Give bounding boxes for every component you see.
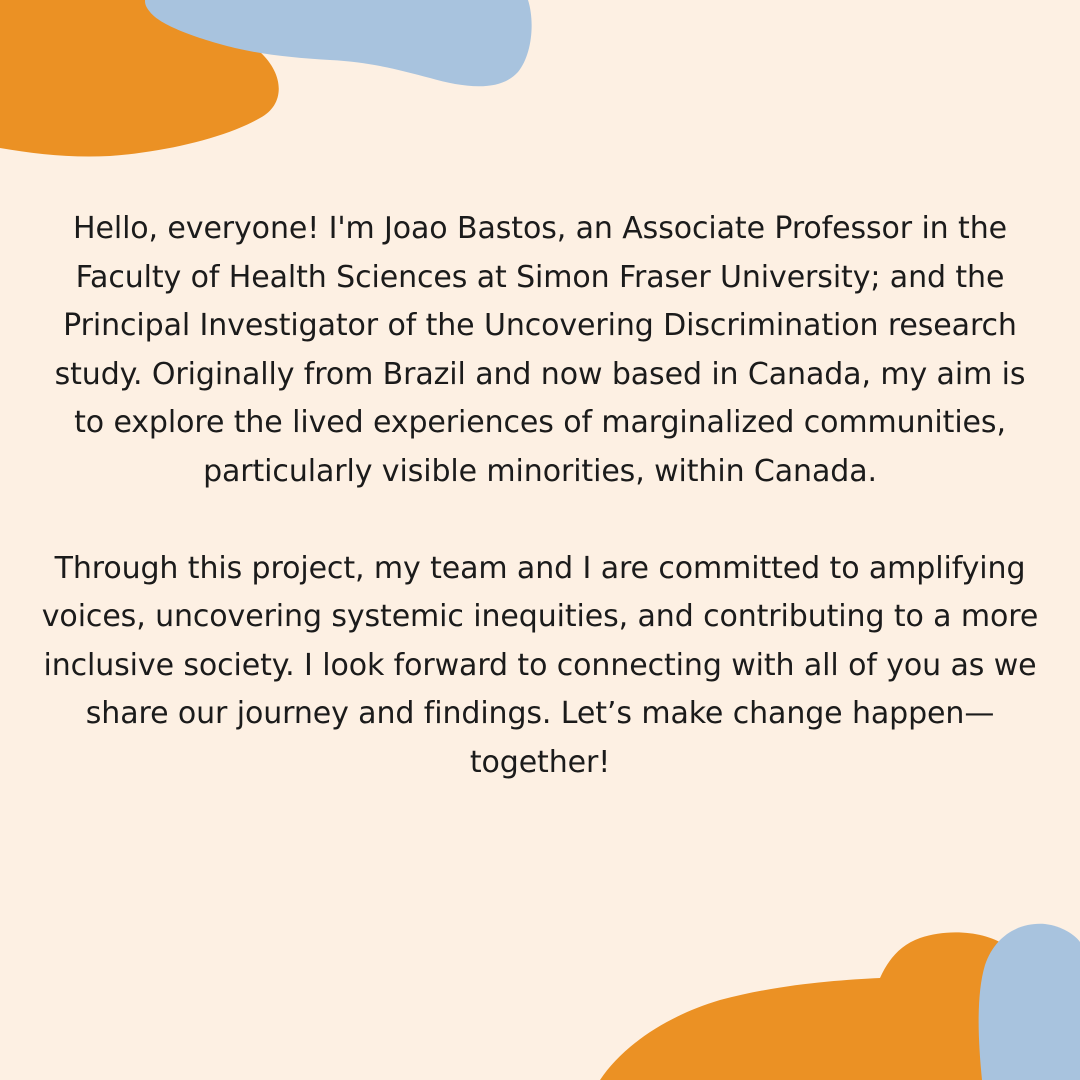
blue-blob-bottom-right — [979, 924, 1080, 1080]
blue-blob-top-left — [145, 0, 532, 86]
orange-blob-bottom-right — [600, 932, 1005, 1080]
bio-text-block — [40, 205, 1040, 787]
commitment-paragraph: Through this project, my team and I are committed to amplifying voices, uncovering systemic inequities, and contributing to a more inclusive society. I look forward to connecting with all of you as we share our journey and findings. Let’s make change happen—together! — [41, 550, 1039, 780]
orange-blob-top-left — [0, 0, 279, 157]
intro-paragraph: Hello, everyone! I'm Joao Bastos, an Associate Professor in the Faculty of Health Sciences at Simon Fraser University; and the Principal Investigator of the Uncovering Discrimination research study. Originally from Brazil and now based in Canada, my aim is to explore the lived experiences of marginalized communities, particularly visible minorities, within Canada. — [54, 211, 1026, 489]
